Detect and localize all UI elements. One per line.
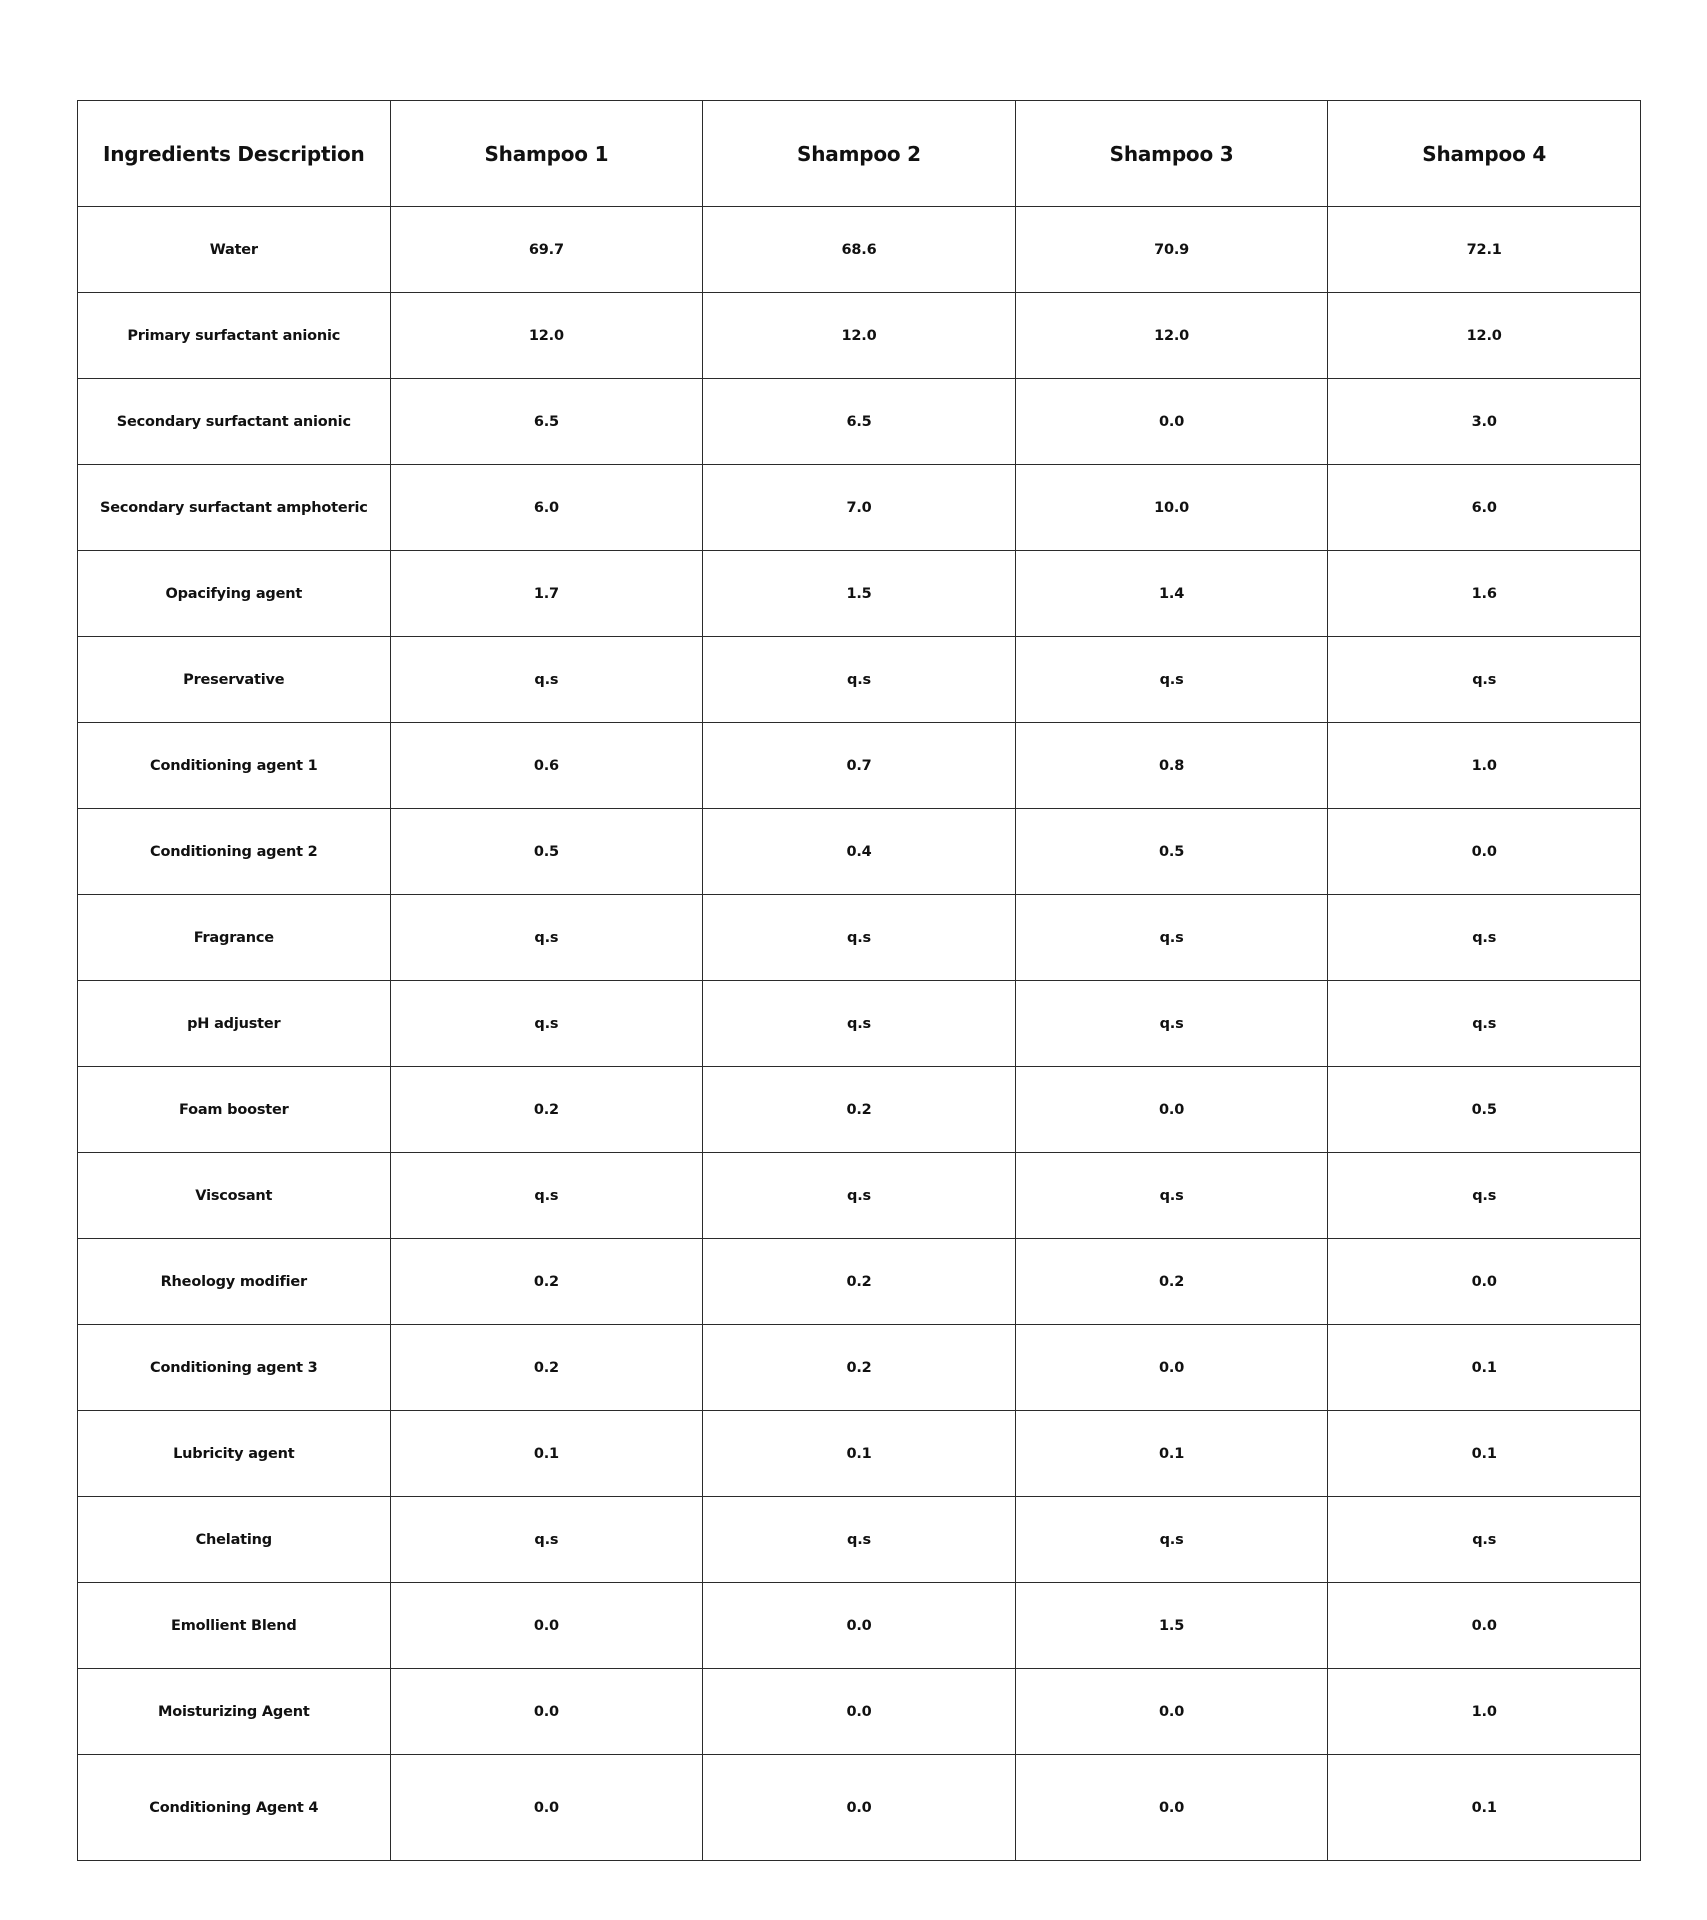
amount-cell: q.s xyxy=(703,637,1016,723)
ingredient-name-cell: Emollient Blend xyxy=(78,1583,391,1669)
amount-cell: 0.0 xyxy=(390,1755,703,1861)
amount-cell: 0.0 xyxy=(1328,1239,1641,1325)
ingredient-name-cell: Conditioning agent 1 xyxy=(78,723,391,809)
ingredient-name-cell: Secondary surfactant amphoteric xyxy=(78,465,391,551)
amount-cell: 0.0 xyxy=(1328,809,1641,895)
amount-cell: 68.6 xyxy=(703,207,1016,293)
amount-cell: q.s xyxy=(390,895,703,981)
table-row xyxy=(78,809,1641,895)
amount-cell: 0.0 xyxy=(1015,1067,1328,1153)
amount-cell: 0.6 xyxy=(390,723,703,809)
ingredient-name-cell: Water xyxy=(78,207,391,293)
table-row xyxy=(78,379,1641,465)
amount-cell: q.s xyxy=(1015,981,1328,1067)
amount-cell: q.s xyxy=(1328,981,1641,1067)
amount-cell: 6.0 xyxy=(390,465,703,551)
amount-cell: 0.4 xyxy=(703,809,1016,895)
amount-cell: q.s xyxy=(1328,1497,1641,1583)
ingredient-name-cell: Conditioning agent 3 xyxy=(78,1325,391,1411)
table-row xyxy=(78,1411,1641,1497)
amount-cell: 1.0 xyxy=(1328,1669,1641,1755)
amount-cell: 0.2 xyxy=(390,1239,703,1325)
column-header-shampoo-3: Shampoo 3 xyxy=(1015,101,1328,207)
amount-cell: 1.4 xyxy=(1015,551,1328,637)
amount-cell: 0.1 xyxy=(390,1411,703,1497)
amount-cell: 0.2 xyxy=(703,1325,1016,1411)
amount-cell: 1.7 xyxy=(390,551,703,637)
ingredient-name-cell: Fragrance xyxy=(78,895,391,981)
amount-cell: 6.0 xyxy=(1328,465,1641,551)
amount-cell: 0.7 xyxy=(703,723,1016,809)
amount-cell: q.s xyxy=(390,1497,703,1583)
column-header-shampoo-2: Shampoo 2 xyxy=(703,101,1016,207)
amount-cell: q.s xyxy=(1328,637,1641,723)
amount-cell: q.s xyxy=(390,981,703,1067)
table-row xyxy=(78,1239,1641,1325)
table-row xyxy=(78,1669,1641,1755)
amount-cell: 0.1 xyxy=(1328,1755,1641,1861)
amount-cell: 0.0 xyxy=(1015,1325,1328,1411)
amount-cell: 0.0 xyxy=(703,1669,1016,1755)
amount-cell: 0.5 xyxy=(1015,809,1328,895)
table-row xyxy=(78,895,1641,981)
header-row xyxy=(78,101,1641,207)
amount-cell: q.s xyxy=(1015,1153,1328,1239)
column-header-shampoo-1: Shampoo 1 xyxy=(390,101,703,207)
ingredient-name-cell: Moisturizing Agent xyxy=(78,1669,391,1755)
table-row xyxy=(78,465,1641,551)
amount-cell: 0.0 xyxy=(1015,1669,1328,1755)
table-header xyxy=(78,101,1641,207)
amount-cell: 0.5 xyxy=(390,809,703,895)
ingredient-name-cell: Foam booster xyxy=(78,1067,391,1153)
amount-cell: 0.1 xyxy=(703,1411,1016,1497)
formulation-table xyxy=(77,100,1641,1861)
table-body xyxy=(78,207,1641,1861)
table-row xyxy=(78,1755,1641,1861)
amount-cell: q.s xyxy=(703,981,1016,1067)
table-row xyxy=(78,1497,1641,1583)
amount-cell: q.s xyxy=(1328,1153,1641,1239)
amount-cell: 0.2 xyxy=(703,1239,1016,1325)
amount-cell: q.s xyxy=(390,637,703,723)
amount-cell: 1.5 xyxy=(703,551,1016,637)
amount-cell: 70.9 xyxy=(1015,207,1328,293)
amount-cell: q.s xyxy=(703,895,1016,981)
amount-cell: q.s xyxy=(390,1153,703,1239)
amount-cell: 1.6 xyxy=(1328,551,1641,637)
amount-cell: 3.0 xyxy=(1328,379,1641,465)
amount-cell: 6.5 xyxy=(703,379,1016,465)
amount-cell: 0.0 xyxy=(703,1583,1016,1669)
amount-cell: q.s xyxy=(703,1497,1016,1583)
amount-cell: 7.0 xyxy=(703,465,1016,551)
ingredient-name-cell: Viscosant xyxy=(78,1153,391,1239)
amount-cell: 12.0 xyxy=(1328,293,1641,379)
ingredient-name-cell: Chelating xyxy=(78,1497,391,1583)
amount-cell: 12.0 xyxy=(703,293,1016,379)
amount-cell: 0.0 xyxy=(1015,379,1328,465)
amount-cell: 1.5 xyxy=(1015,1583,1328,1669)
amount-cell: 12.0 xyxy=(390,293,703,379)
amount-cell: 0.1 xyxy=(1328,1325,1641,1411)
amount-cell: 72.1 xyxy=(1328,207,1641,293)
amount-cell: q.s xyxy=(703,1153,1016,1239)
table-row xyxy=(78,1153,1641,1239)
table-row xyxy=(78,637,1641,723)
amount-cell: q.s xyxy=(1015,1497,1328,1583)
amount-cell: 10.0 xyxy=(1015,465,1328,551)
ingredient-name-cell: Conditioning agent 2 xyxy=(78,809,391,895)
ingredient-name-cell: Opacifying agent xyxy=(78,551,391,637)
amount-cell: 0.0 xyxy=(1328,1583,1641,1669)
table-row xyxy=(78,551,1641,637)
amount-cell: 0.0 xyxy=(703,1755,1016,1861)
formulation-table-container xyxy=(77,100,1640,1861)
table-row xyxy=(78,1067,1641,1153)
amount-cell: 69.7 xyxy=(390,207,703,293)
amount-cell: 0.0 xyxy=(390,1669,703,1755)
table-row xyxy=(78,207,1641,293)
ingredient-name-cell: Rheology modifier xyxy=(78,1239,391,1325)
column-header-shampoo-4: Shampoo 4 xyxy=(1328,101,1641,207)
ingredient-name-cell: Conditioning Agent 4 xyxy=(78,1755,391,1861)
table-row xyxy=(78,723,1641,809)
amount-cell: 0.1 xyxy=(1328,1411,1641,1497)
amount-cell: 0.2 xyxy=(703,1067,1016,1153)
table-row xyxy=(78,981,1641,1067)
amount-cell: 0.8 xyxy=(1015,723,1328,809)
ingredient-name-cell: Lubricity agent xyxy=(78,1411,391,1497)
amount-cell: 0.2 xyxy=(390,1325,703,1411)
amount-cell: 0.1 xyxy=(1015,1411,1328,1497)
amount-cell: q.s xyxy=(1015,637,1328,723)
column-header-ingredients: Ingredients Description xyxy=(78,101,391,207)
amount-cell: 1.0 xyxy=(1328,723,1641,809)
table-row xyxy=(78,1583,1641,1669)
ingredient-name-cell: Primary surfactant anionic xyxy=(78,293,391,379)
amount-cell: 6.5 xyxy=(390,379,703,465)
amount-cell: q.s xyxy=(1328,895,1641,981)
ingredient-name-cell: Secondary surfactant anionic xyxy=(78,379,391,465)
amount-cell: 0.2 xyxy=(1015,1239,1328,1325)
amount-cell: 0.5 xyxy=(1328,1067,1641,1153)
ingredient-name-cell: pH adjuster xyxy=(78,981,391,1067)
table-row xyxy=(78,293,1641,379)
ingredient-name-cell: Preservative xyxy=(78,637,391,723)
amount-cell: 12.0 xyxy=(1015,293,1328,379)
amount-cell: 0.0 xyxy=(1015,1755,1328,1861)
amount-cell: q.s xyxy=(1015,895,1328,981)
table-row xyxy=(78,1325,1641,1411)
amount-cell: 0.2 xyxy=(390,1067,703,1153)
amount-cell: 0.0 xyxy=(390,1583,703,1669)
